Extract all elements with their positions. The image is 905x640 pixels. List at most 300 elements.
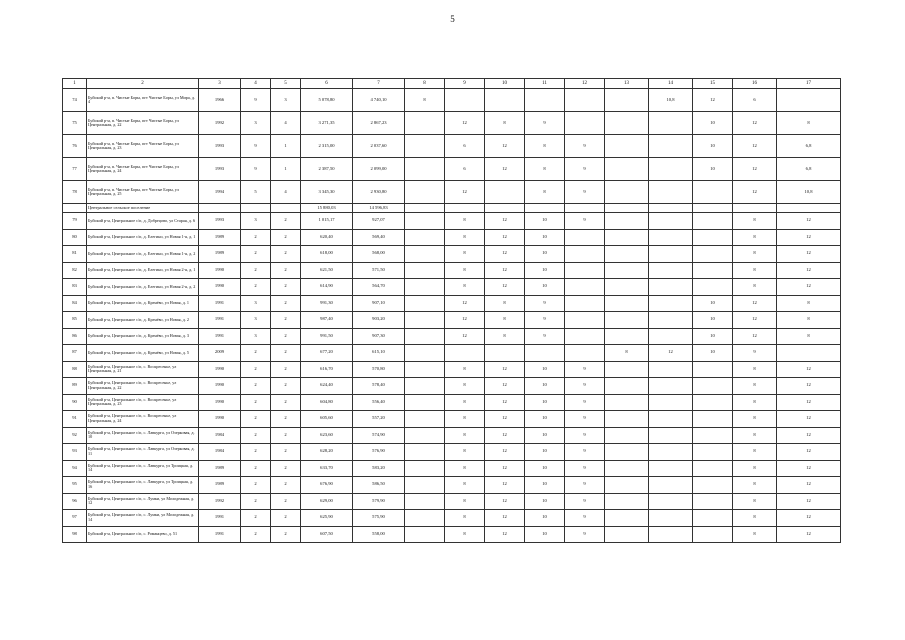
value-cell-c17: 6,8 bbox=[777, 158, 841, 181]
value-cell-c12 bbox=[565, 246, 605, 263]
value-cell-c5: 2 bbox=[271, 246, 301, 263]
area2-cell: 583,20 bbox=[353, 460, 405, 477]
value-cell-c14: 12 bbox=[649, 345, 693, 362]
address-cell: Буйский р-н, Центральное с/п, д. Елегино, ул Новая 1-я, д. 1 bbox=[87, 229, 199, 246]
value-cell-c8 bbox=[405, 526, 445, 543]
value-cell-c14 bbox=[649, 135, 693, 158]
row-number-cell: 95 bbox=[63, 477, 87, 494]
value-cell-c12: 9 bbox=[565, 427, 605, 444]
row-number-cell: 90 bbox=[63, 394, 87, 411]
value-cell-c16: 12 bbox=[733, 135, 777, 158]
area2-cell: 574,90 bbox=[353, 427, 405, 444]
area2-cell: 576,90 bbox=[353, 444, 405, 461]
value-cell-c17: 12 bbox=[777, 411, 841, 428]
value-cell-c11: 9 bbox=[525, 112, 565, 135]
area1-cell: 3 345,30 bbox=[301, 181, 353, 204]
year-cell: 1990 bbox=[199, 378, 241, 395]
value-cell-c5: 2 bbox=[271, 460, 301, 477]
value-cell-c9: 8 bbox=[445, 411, 485, 428]
value-cell-c11: 10 bbox=[525, 510, 565, 527]
year-cell: 1984 bbox=[199, 444, 241, 461]
value-cell-c12 bbox=[565, 229, 605, 246]
value-cell-c11: 10 bbox=[525, 213, 565, 230]
value-cell-c10: 12 bbox=[485, 460, 525, 477]
value-cell-c15 bbox=[693, 378, 733, 395]
value-cell-c12 bbox=[565, 204, 605, 213]
value-cell-c5: 2 bbox=[271, 477, 301, 494]
value-cell-c5: 1 bbox=[271, 135, 301, 158]
column-header-15: 15 bbox=[693, 79, 733, 89]
value-cell-c5: 2 bbox=[271, 229, 301, 246]
row-number-cell: 84 bbox=[63, 295, 87, 312]
row-number-cell: 86 bbox=[63, 328, 87, 345]
value-cell-c13 bbox=[605, 526, 649, 543]
value-cell-c15 bbox=[693, 493, 733, 510]
table-row bbox=[63, 279, 841, 296]
value-cell-c15: 10 bbox=[693, 328, 733, 345]
column-header-14: 14 bbox=[649, 79, 693, 89]
year-cell: 1990 bbox=[199, 262, 241, 279]
value-cell-c13 bbox=[605, 510, 649, 527]
value-cell-c15 bbox=[693, 204, 733, 213]
value-cell-c15 bbox=[693, 246, 733, 263]
value-cell-c14 bbox=[649, 312, 693, 329]
value-cell-c15 bbox=[693, 411, 733, 428]
value-cell-c16: 6 bbox=[733, 89, 777, 112]
value-cell-c13 bbox=[605, 89, 649, 112]
address-cell: Буйский р-н, Центральное с/п, с. Воскресенье, ул Центральная, д. 22 bbox=[87, 378, 199, 395]
value-cell-c9: 8 bbox=[445, 477, 485, 494]
value-cell-c16: 12 bbox=[733, 295, 777, 312]
column-header-12: 12 bbox=[565, 79, 605, 89]
value-cell-c17: 12 bbox=[777, 279, 841, 296]
value-cell-c15 bbox=[693, 477, 733, 494]
value-cell-c17: 12 bbox=[777, 361, 841, 378]
area1-cell: 620,40 bbox=[301, 229, 353, 246]
year-cell: 1993 bbox=[199, 158, 241, 181]
value-cell-c12: 9 bbox=[565, 460, 605, 477]
value-cell-c13 bbox=[605, 411, 649, 428]
address-cell: Буйский р-н, Центральное с/п, д. Кренёво, ул Новая, д. 5 bbox=[87, 345, 199, 362]
year-cell: 1992 bbox=[199, 493, 241, 510]
address-cell: Буйский р-н, Центральное с/п, с. Лавкурга, ул Озерковая, д. 10 bbox=[87, 427, 199, 444]
value-cell-c8 bbox=[405, 204, 445, 213]
year-cell: 1991 bbox=[199, 295, 241, 312]
year-cell: 1993 bbox=[199, 213, 241, 230]
value-cell-c8 bbox=[405, 477, 445, 494]
value-cell-c9: 8 bbox=[445, 427, 485, 444]
value-cell-c11: 10 bbox=[525, 460, 565, 477]
value-cell-c9 bbox=[445, 204, 485, 213]
value-cell-c15 bbox=[693, 394, 733, 411]
value-cell-c13 bbox=[605, 394, 649, 411]
row-number-cell: 83 bbox=[63, 279, 87, 296]
row-number-cell: 96 bbox=[63, 493, 87, 510]
value-cell-c11: 10 bbox=[525, 361, 565, 378]
value-cell-c9: 12 bbox=[445, 112, 485, 135]
address-cell: Буйский р-н, п. Чистые Боры, пгт Чистые Боры, ул Центральная, д. 24 bbox=[87, 158, 199, 181]
value-cell-c5: 4 bbox=[271, 181, 301, 204]
value-cell-c5: 4 bbox=[271, 112, 301, 135]
value-cell-c8 bbox=[405, 262, 445, 279]
value-cell-c8 bbox=[405, 510, 445, 527]
value-cell-c5: 2 bbox=[271, 328, 301, 345]
value-cell-c13 bbox=[605, 181, 649, 204]
value-cell-c12: 9 bbox=[565, 361, 605, 378]
value-cell-c12: 9 bbox=[565, 394, 605, 411]
value-cell-c17: 8 bbox=[777, 112, 841, 135]
value-cell-c8 bbox=[405, 460, 445, 477]
value-cell-c15 bbox=[693, 444, 733, 461]
value-cell-c12: 9 bbox=[565, 158, 605, 181]
table-row bbox=[63, 312, 841, 329]
value-cell-c8 bbox=[405, 158, 445, 181]
value-cell-c14 bbox=[649, 213, 693, 230]
value-cell-c8 bbox=[405, 328, 445, 345]
area1-cell: 2 387,50 bbox=[301, 158, 353, 181]
value-cell-c4: 3 bbox=[241, 112, 271, 135]
table-row bbox=[63, 213, 841, 230]
value-cell-c4: 2 bbox=[241, 411, 271, 428]
row-number-cell: 76 bbox=[63, 135, 87, 158]
value-cell-c9: 12 bbox=[445, 312, 485, 329]
area2-cell: 557,20 bbox=[353, 411, 405, 428]
table-row bbox=[63, 328, 841, 345]
row-number-cell: 92 bbox=[63, 427, 87, 444]
value-cell-c17: 12 bbox=[777, 246, 841, 263]
value-cell-c16: 8 bbox=[733, 229, 777, 246]
value-cell-c11: 10 bbox=[525, 394, 565, 411]
year-cell: 1989 bbox=[199, 229, 241, 246]
value-cell-c5: 2 bbox=[271, 295, 301, 312]
value-cell-c4: 9 bbox=[241, 89, 271, 112]
value-cell-c17: 6,8 bbox=[777, 135, 841, 158]
value-cell-c8 bbox=[405, 411, 445, 428]
column-header-5: 5 bbox=[271, 79, 301, 89]
value-cell-c9: 8 bbox=[445, 444, 485, 461]
area2-cell: 578,40 bbox=[353, 378, 405, 395]
value-cell-c5 bbox=[271, 204, 301, 213]
value-cell-c8 bbox=[405, 493, 445, 510]
area2-cell: 568,00 bbox=[353, 246, 405, 263]
value-cell-c13 bbox=[605, 378, 649, 395]
value-cell-c8 bbox=[405, 213, 445, 230]
value-cell-c9: 8 bbox=[445, 361, 485, 378]
value-cell-c14 bbox=[649, 361, 693, 378]
value-cell-c8 bbox=[405, 246, 445, 263]
address-cell: Буйский р-н, Центральное с/п, с. Воскресенье, ул Центральная, д. 24 bbox=[87, 411, 199, 428]
value-cell-c5: 2 bbox=[271, 262, 301, 279]
row-number-cell: 97 bbox=[63, 510, 87, 527]
area2-cell: 570,80 bbox=[353, 361, 405, 378]
value-cell-c5: 2 bbox=[271, 526, 301, 543]
value-cell-c11: 10 bbox=[525, 427, 565, 444]
value-cell-c15 bbox=[693, 510, 733, 527]
value-cell-c16: 8 bbox=[733, 510, 777, 527]
area2-cell: 575,90 bbox=[353, 510, 405, 527]
value-cell-c13 bbox=[605, 246, 649, 263]
value-cell-c14 bbox=[649, 295, 693, 312]
value-cell-c11: 9 bbox=[525, 328, 565, 345]
value-cell-c10: 12 bbox=[485, 213, 525, 230]
value-cell-c15 bbox=[693, 213, 733, 230]
value-cell-c10: 12 bbox=[485, 361, 525, 378]
value-cell-c13 bbox=[605, 262, 649, 279]
value-cell-c10: 8 bbox=[485, 312, 525, 329]
value-cell-c8 bbox=[405, 295, 445, 312]
value-cell-c15: 10 bbox=[693, 345, 733, 362]
value-cell-c10: 12 bbox=[485, 158, 525, 181]
address-cell: Буйский р-н, Центральное с/п, с. Лавкурга, ул Озерковая, д. 11 bbox=[87, 444, 199, 461]
area2-cell: 2 099,00 bbox=[353, 158, 405, 181]
value-cell-c9: 8 bbox=[445, 262, 485, 279]
value-cell-c11: 10 bbox=[525, 262, 565, 279]
value-cell-c13 bbox=[605, 135, 649, 158]
area1-cell: 623,60 bbox=[301, 427, 353, 444]
value-cell-c14 bbox=[649, 279, 693, 296]
address-cell: Буйский р-н, Центральное с/п, с. Лумки, ул Молодежная, д. 12 bbox=[87, 493, 199, 510]
column-header-2: 2 bbox=[87, 79, 199, 89]
table-row bbox=[63, 427, 841, 444]
value-cell-c16: 12 bbox=[733, 181, 777, 204]
value-cell-c17: 8 bbox=[777, 312, 841, 329]
area1-cell: 677,20 bbox=[301, 345, 353, 362]
value-cell-c15: 10 bbox=[693, 112, 733, 135]
row-number-cell: 79 bbox=[63, 213, 87, 230]
year-cell: 1989 bbox=[199, 246, 241, 263]
subtotal-row bbox=[63, 204, 841, 213]
value-cell-c4: 5 bbox=[241, 181, 271, 204]
value-cell-c17: 12 bbox=[777, 427, 841, 444]
column-header-3: 3 bbox=[199, 79, 241, 89]
area1-cell: 1 015,17 bbox=[301, 213, 353, 230]
value-cell-c9: 12 bbox=[445, 295, 485, 312]
value-cell-c5: 1 bbox=[271, 158, 301, 181]
value-cell-c15 bbox=[693, 181, 733, 204]
value-cell-c15 bbox=[693, 262, 733, 279]
address-cell: Буйский р-н, Центральное с/п, д. Кренёво, ул Новая, д. 2 bbox=[87, 312, 199, 329]
value-cell-c11 bbox=[525, 89, 565, 112]
value-cell-c12 bbox=[565, 279, 605, 296]
value-cell-c13 bbox=[605, 328, 649, 345]
value-cell-c9: 12 bbox=[445, 181, 485, 204]
address-cell: Буйский р-н, Центральное с/п, с. Лумки, ул Молодежная, д. 14 bbox=[87, 510, 199, 527]
value-cell-c11: 10 bbox=[525, 493, 565, 510]
value-cell-c4: 9 bbox=[241, 135, 271, 158]
value-cell-c9: 8 bbox=[445, 394, 485, 411]
value-cell-c17: 12 bbox=[777, 378, 841, 395]
value-cell-c12: 9 bbox=[565, 526, 605, 543]
year-cell: 2009 bbox=[199, 345, 241, 362]
area2-cell: 903,20 bbox=[353, 312, 405, 329]
table-row bbox=[63, 112, 841, 135]
row-number-cell: 80 bbox=[63, 229, 87, 246]
address-cell: Буйский р-н, Центральное с/п, с. Воскресенье, ул Центральная, д. 23 bbox=[87, 394, 199, 411]
value-cell-c8 bbox=[405, 361, 445, 378]
table-row bbox=[63, 181, 841, 204]
value-cell-c14: 10,8 bbox=[649, 89, 693, 112]
row-number-cell: 87 bbox=[63, 345, 87, 362]
address-cell: Буйский р-н, Центральное с/п, д. Кренёво, ул Новая, д. 1 bbox=[87, 295, 199, 312]
value-cell-c9: 8 bbox=[445, 213, 485, 230]
value-cell-c16: 8 bbox=[733, 526, 777, 543]
value-cell-c15 bbox=[693, 427, 733, 444]
value-cell-c17: 12 bbox=[777, 510, 841, 527]
value-cell-c16: 8 bbox=[733, 493, 777, 510]
value-cell-c16: 8 bbox=[733, 444, 777, 461]
value-cell-c16: 9 bbox=[733, 345, 777, 362]
address-cell: Буйский р-н, Центральное с/п, с. Романцево, д. 51 bbox=[87, 526, 199, 543]
column-header-4: 4 bbox=[241, 79, 271, 89]
area2-cell: 579,90 bbox=[353, 493, 405, 510]
value-cell-c12 bbox=[565, 312, 605, 329]
value-cell-c16: 12 bbox=[733, 312, 777, 329]
value-cell-c12 bbox=[565, 345, 605, 362]
row-number-cell: 74 bbox=[63, 89, 87, 112]
value-cell-c8 bbox=[405, 112, 445, 135]
area1-cell: 633,70 bbox=[301, 460, 353, 477]
value-cell-c8 bbox=[405, 378, 445, 395]
value-cell-c9: 8 bbox=[445, 378, 485, 395]
value-cell-c10: 12 bbox=[485, 411, 525, 428]
value-cell-c10: 12 bbox=[485, 246, 525, 263]
value-cell-c12 bbox=[565, 328, 605, 345]
table-row bbox=[63, 135, 841, 158]
value-cell-c17: 12 bbox=[777, 460, 841, 477]
value-cell-c9: 8 bbox=[445, 526, 485, 543]
value-cell-c16: 8 bbox=[733, 279, 777, 296]
table-row bbox=[63, 493, 841, 510]
value-cell-c14 bbox=[649, 229, 693, 246]
value-cell-c16: 8 bbox=[733, 394, 777, 411]
value-cell-c4: 3 bbox=[241, 312, 271, 329]
value-cell-c5: 2 bbox=[271, 444, 301, 461]
area1-cell: 629,00 bbox=[301, 493, 353, 510]
value-cell-c13 bbox=[605, 361, 649, 378]
value-cell-c9: 8 bbox=[445, 229, 485, 246]
value-cell-c16: 8 bbox=[733, 378, 777, 395]
value-cell-c4: 2 bbox=[241, 229, 271, 246]
year-cell bbox=[199, 204, 241, 213]
value-cell-c9: 8 bbox=[445, 246, 485, 263]
value-cell-c14 bbox=[649, 246, 693, 263]
housing-table-sheet bbox=[62, 78, 840, 543]
year-cell: 1991 bbox=[199, 328, 241, 345]
area2-cell: 615,10 bbox=[353, 345, 405, 362]
value-cell-c17: 12 bbox=[777, 394, 841, 411]
address-cell: Буйский р-н, Центральное с/п, д. Добрецово, ул Старая, д. 6 bbox=[87, 213, 199, 230]
value-cell-c13 bbox=[605, 493, 649, 510]
row-number-cell bbox=[63, 204, 87, 213]
value-cell-c13 bbox=[605, 295, 649, 312]
value-cell-c10: 12 bbox=[485, 444, 525, 461]
value-cell-c4: 2 bbox=[241, 279, 271, 296]
value-cell-c15: 10 bbox=[693, 295, 733, 312]
value-cell-c4: 9 bbox=[241, 158, 271, 181]
area1-cell: 628,20 bbox=[301, 444, 353, 461]
row-number-cell: 77 bbox=[63, 158, 87, 181]
table-row bbox=[63, 89, 841, 112]
value-cell-c10: 8 bbox=[485, 328, 525, 345]
year-cell: 1984 bbox=[199, 427, 241, 444]
area1-cell: 621,50 bbox=[301, 262, 353, 279]
value-cell-c17: 12 bbox=[777, 444, 841, 461]
value-cell-c4: 3 bbox=[241, 328, 271, 345]
value-cell-c9: 6 bbox=[445, 158, 485, 181]
subtotal-label: Центральное сельское поселение bbox=[87, 204, 199, 213]
table-row bbox=[63, 262, 841, 279]
value-cell-c12: 9 bbox=[565, 444, 605, 461]
value-cell-c8 bbox=[405, 427, 445, 444]
value-cell-c8 bbox=[405, 181, 445, 204]
year-cell: 1990 bbox=[199, 394, 241, 411]
value-cell-c5: 2 bbox=[271, 279, 301, 296]
value-cell-c12 bbox=[565, 89, 605, 112]
value-cell-c12: 9 bbox=[565, 510, 605, 527]
value-cell-c15 bbox=[693, 526, 733, 543]
value-cell-c8 bbox=[405, 394, 445, 411]
value-cell-c17: 8 bbox=[777, 295, 841, 312]
value-cell-c9: 8 bbox=[445, 493, 485, 510]
value-cell-c4: 3 bbox=[241, 213, 271, 230]
value-cell-c15 bbox=[693, 361, 733, 378]
value-cell-c12 bbox=[565, 262, 605, 279]
value-cell-c14 bbox=[649, 493, 693, 510]
year-cell: 1991 bbox=[199, 510, 241, 527]
row-number-cell: 94 bbox=[63, 460, 87, 477]
value-cell-c14 bbox=[649, 477, 693, 494]
value-cell-c10: 12 bbox=[485, 510, 525, 527]
value-cell-c11: 9 bbox=[525, 312, 565, 329]
column-header-6: 6 bbox=[301, 79, 353, 89]
value-cell-c14 bbox=[649, 411, 693, 428]
value-cell-c13 bbox=[605, 213, 649, 230]
value-cell-c10: 8 bbox=[485, 112, 525, 135]
address-cell: Буйский р-н, п. Чистые Боры, пгт Чистые Боры, ул Центральная, д. 22 bbox=[87, 112, 199, 135]
value-cell-c4: 2 bbox=[241, 345, 271, 362]
row-number-cell: 89 bbox=[63, 378, 87, 395]
value-cell-c16: 8 bbox=[733, 477, 777, 494]
value-cell-c13 bbox=[605, 444, 649, 461]
value-cell-c8 bbox=[405, 312, 445, 329]
value-cell-c11: 8 bbox=[525, 158, 565, 181]
value-cell-c4: 2 bbox=[241, 394, 271, 411]
value-cell-c16: 8 bbox=[733, 262, 777, 279]
value-cell-c10: 12 bbox=[485, 394, 525, 411]
address-cell: Буйский р-н, Центральное с/п, с. Лавкурга, ул Троицкая, д. 16 bbox=[87, 477, 199, 494]
value-cell-c12: 9 bbox=[565, 135, 605, 158]
value-cell-c12: 9 bbox=[565, 411, 605, 428]
value-cell-c15: 10 bbox=[693, 135, 733, 158]
column-header-17: 17 bbox=[777, 79, 841, 89]
area1-cell: 991,50 bbox=[301, 328, 353, 345]
value-cell-c10: 12 bbox=[485, 279, 525, 296]
year-cell: 1990 bbox=[199, 279, 241, 296]
value-cell-c4 bbox=[241, 204, 271, 213]
value-cell-c15: 10 bbox=[693, 312, 733, 329]
value-cell-c11 bbox=[525, 345, 565, 362]
table-row bbox=[63, 460, 841, 477]
area2-cell: 2 930,80 bbox=[353, 181, 405, 204]
value-cell-c14 bbox=[649, 510, 693, 527]
area2-cell: 14 596,83 bbox=[353, 204, 405, 213]
table-row bbox=[63, 345, 841, 362]
value-cell-c15 bbox=[693, 460, 733, 477]
value-cell-c16: 8 bbox=[733, 213, 777, 230]
address-cell: Буйский р-н, п. Чистые Боры, пгт Чистые Боры, ул Центральная, д. 25 bbox=[87, 181, 199, 204]
value-cell-c4: 2 bbox=[241, 477, 271, 494]
value-cell-c17: 10,8 bbox=[777, 181, 841, 204]
